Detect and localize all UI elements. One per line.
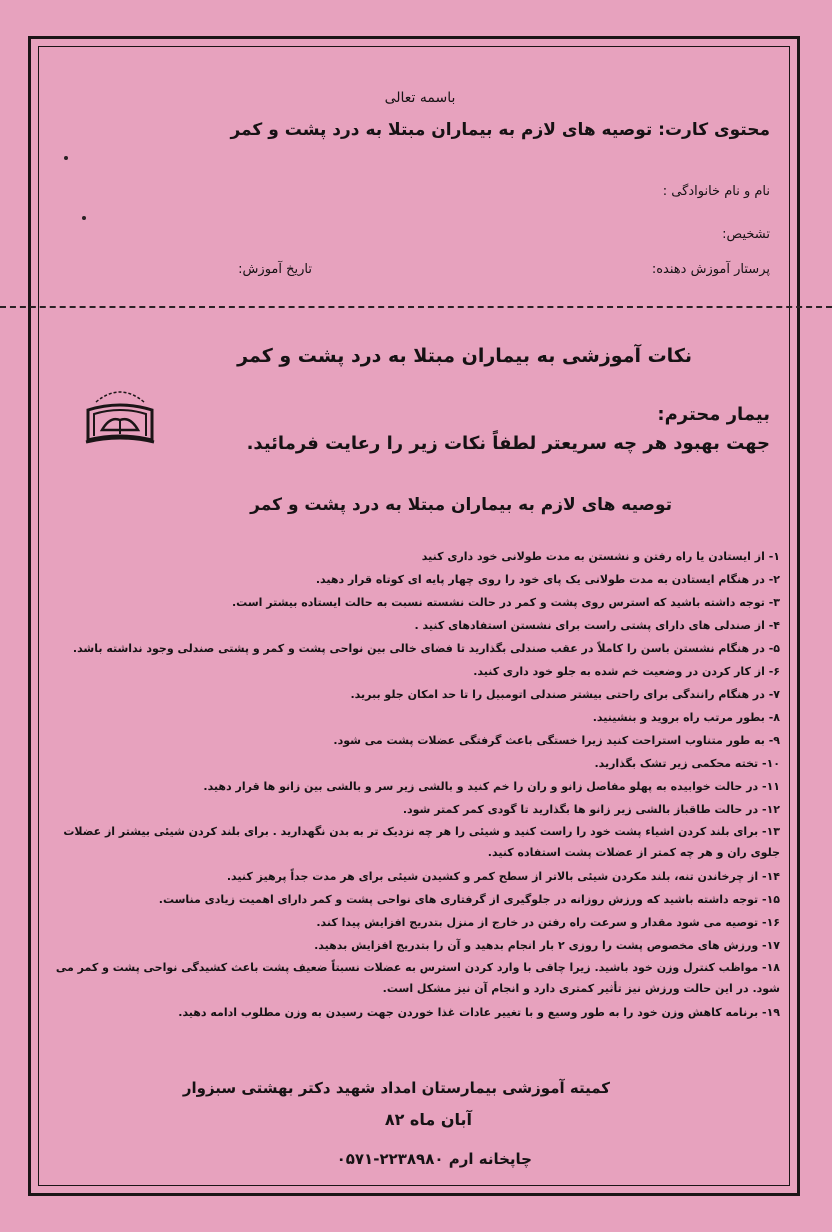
perforation-line (0, 306, 832, 308)
recommendations-list (52, 545, 780, 1024)
footer-print-info: چاپخانه ارم ۲۲۳۸۹۸۰-۰۵۷۱ (336, 1150, 532, 1168)
list-item: ۴- از صندلی های دارای پشتی راست برای نشستن استفادهای کنید . (414, 619, 780, 632)
nurse-field-label: پرستار آموزش دهنده: (651, 262, 770, 277)
book-emblem-icon (80, 380, 160, 452)
list-item: ۹- به طور متناوب استراحت کنید زیرا خستگی باعث گرفتگی عضلات پشت می شود. (333, 734, 780, 747)
footer-organization: کمیته آموزشی بیمارستان امداد شهید دکتر بهشتی سبزوار (182, 1079, 610, 1097)
main-title: نکات آموزشی به بیماران مبتلا به درد پشت و کمر (237, 345, 692, 367)
footer-date: آبان ماه ۸۲ (384, 1110, 472, 1129)
list-item: ۳- توجه داشته باشید که استرس روی پشت و کمر در حالت نشسته نسبت به حالت ایستاده بیشتر است. (232, 596, 780, 609)
list-item: ۵- در هنگام نشستن باسن را کاملاً در عقب صندلی بگذارید تا فضای خالی بین نواحی پشت و کمر و پشتی صندلی وجود نداشته باشد. (72, 642, 780, 655)
list-item: ۱۵- توجه داشته باشید که ورزش روزانه در جلوگیری از گرفتاری های نواحی پشت و کمر دارای اهمیت زیادی مناست. (158, 893, 780, 906)
list-item: ۱۸- مواظب کنترل وزن خود باشید. زیرا چاقی با وارد کردن استرس به عضلات نسبتاً ضعیف پشت باعث کشیدگی نواحی پشت و کمر می شود. در این حالت ورزش نیز تأثیر کمتری دارد و انجام آن نیز مشکل است. (55, 961, 780, 995)
list-item: ۱- از ایستادن یا راه رفتن و نشستن به مدت طولانی خود داری کنید (421, 550, 780, 563)
list-item: ۱۷- ورزش های مخصوص پشت را روزی ۲ بار انجام بدهید و آن را بتدریج افزایش بدهید. (314, 939, 780, 952)
diagnosis-field-label: تشخیص: (722, 227, 770, 242)
list-item: ۷- در هنگام رانندگی برای راحتی بیشتر صندلی اتومبیل را تا حد امکان جلو ببرید. (350, 688, 780, 701)
name-field-label: نام و نام خانوادگی : (662, 184, 770, 199)
list-item: ۱۹- برنامه کاهش وزن خود را به طور وسیع و با تغییر عادات غذا خوردن جهت رسیدن به وزن مطلوب ادامه دهید. (178, 1006, 780, 1019)
bismillah-heading: باسمه تعالی (384, 90, 456, 106)
list-item: ۱۰- تخته محکمی زیر تشک بگذارید. (594, 757, 780, 770)
card-content-title: محتوی کارت: توصیه های لازم به بیماران مبتلا به درد پشت و کمر (230, 120, 770, 140)
recommendations-title: توصیه های لازم به بیماران مبتلا به درد پشت و کمر (250, 495, 672, 515)
date-field-label: تاریخ آموزش: (238, 262, 312, 277)
list-item: ۱۱- در حالت خوابیده به پهلو مفاصل زانو و ران را خم کنید و بالشی زیر سر و بالشی بین زانو ها قرار دهید. (203, 780, 780, 793)
list-item: ۲- در هنگام ایستادن به مدت طولانی یک پای خود را روی چهار پایه ای کوتاه قرار دهید. (315, 573, 780, 586)
list-item: ۶- از کار کردن در وضعیت خم شده به جلو خود داری کنید. (473, 665, 780, 678)
ink-speck (82, 216, 86, 220)
list-item: ۱۳- برای بلند کردن اشیاء پشت خود را راست کنید و شیئی را هر چه نزدیک تر به بدن نگهدارید . برای بلند کردن شیئی بیشتر از عضلات جلوی ران و هر چه کمتر از عضلات پشت استفاده کنید. (63, 825, 780, 859)
list-item: ۸- بطور مرتب راه بروید و بنشینید. (592, 711, 780, 724)
list-item: ۱۶- توصیه می شود مقدار و سرعت راه رفتن در خارج از منزل بتدریج افزایش پیدا کند. (316, 916, 780, 929)
list-item: ۱۴- از چرخاندن تنه، بلند مکردن شیئی بالاتر از سطح کمر و کشیدن شیئی برای هر مدت جداً پرهیز کنید. (226, 870, 780, 883)
ink-speck (64, 156, 68, 160)
list-item: ۱۲- در حالت طاقباز بالشی زیر زانو ها بگذارید تا گودی کمر کمتر شود. (402, 803, 780, 816)
intro-text: جهت بهبود هر چه سریعتر لطفاً نکات زیر را رعایت فرمائید. (246, 433, 770, 454)
greeting: بیمار محترم: (657, 404, 770, 425)
